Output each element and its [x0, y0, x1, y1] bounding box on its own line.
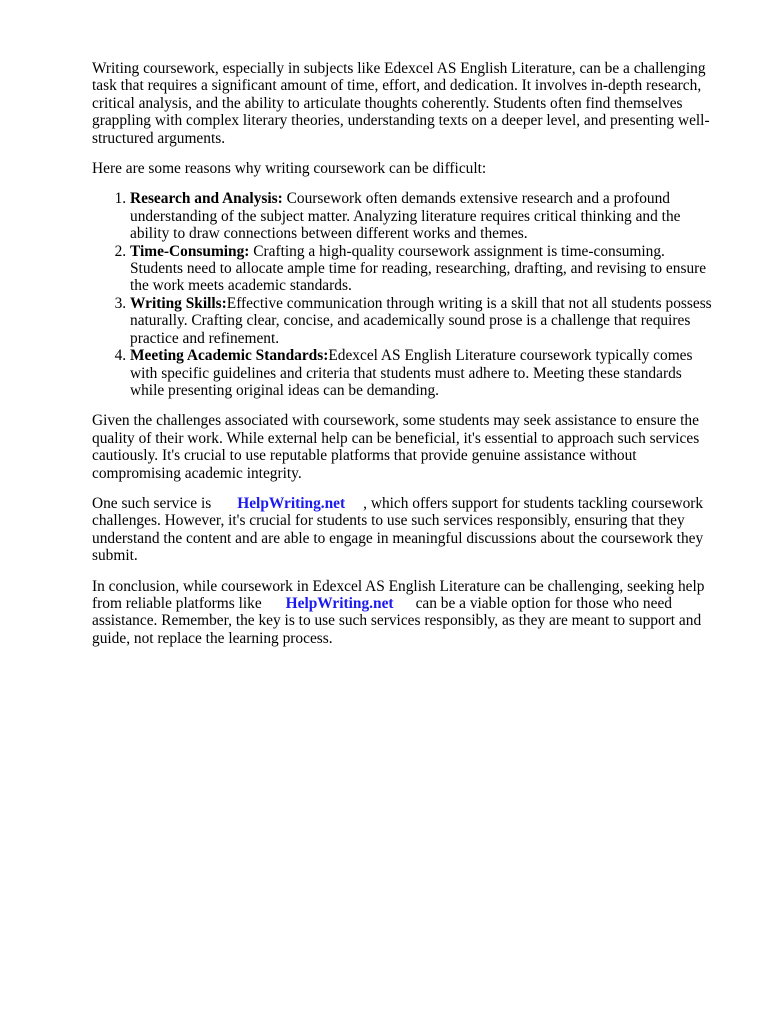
helpwriting-link[interactable]: HelpWriting.net — [237, 494, 346, 512]
conclusion-text-before: In conclusion, while coursework in Edexcel AS English Literature can be challenging, seeking help from reliable platforms like — [92, 577, 705, 612]
list-item — [130, 190, 714, 242]
reason-term: Meeting Academic Standards: — [130, 347, 329, 365]
reason-text: Edexcel AS English Literature coursework typically comes with specific guidelines and criteria that students must adhere to. Meeting these standards while presenting original ideas can be demanding. — [130, 347, 693, 399]
intro-paragraph: Writing coursework, especially in subjects like Edexcel AS English Literature, can be a challenging task that requires a significant amount of time, effort, and dedication. It involves in-depth research, critical analysis, and the ability to articulate thoughts coherently. Students often find themselves grappling with complex literary theories, understanding texts on a deeper level, and presenting well-structured arguments. — [92, 60, 710, 147]
list-item — [130, 295, 714, 347]
service-paragraph — [92, 495, 714, 565]
helpwriting-link-conclusion[interactable]: HelpWriting.net — [285, 594, 394, 612]
conclusion-text-after: can be a viable option for those who need assistance. Remember, the key is to use such services responsibly, as they are meant to support and guide, not replace the learning process. — [92, 594, 702, 647]
reasons-list — [92, 190, 714, 399]
list-item — [130, 243, 714, 295]
service-text-before: One such service is — [92, 494, 212, 512]
reason-text: Coursework often demands extensive research and a profound understanding of the subject matter. Analyzing literature requires critical thinking and the ability to draw connections between different works and themes. — [130, 190, 681, 243]
conclusion-paragraph — [92, 578, 714, 648]
service-text-after: , which offers support for students tackling coursework challenges. However, it's crucial for students to use such services responsibly, ensuring that they understand the content and are able to engage in meaningful discussions about the coursework they submit. — [92, 494, 704, 565]
challenges-paragraph: Given the challenges associated with coursework, some students may seek assistance to ensure the quality of their work. While external help can be beneficial, it's essential to approach such services cautiously. It's crucial to use reputable platforms that provide genuine assistance without compromising academic integrity. — [92, 412, 700, 482]
list-item — [130, 347, 714, 399]
reason-text: Crafting a high-quality coursework assignment is time-consuming. Students need to allocate ample time for reading, researching, drafting, and revising to ensure the work meets academic standards. — [130, 242, 707, 295]
reason-term: Writing Skills: — [130, 294, 227, 312]
document-body — [92, 60, 714, 660]
reason-term: Research and Analysis: — [130, 190, 283, 208]
reasons-heading: Here are some reasons why writing coursework can be difficult: — [92, 160, 487, 178]
reason-text: Effective communication through writing is a skill that not all students possess naturally. Crafting clear, concise, and academically sound prose is a challenge that requires practice and refinement. — [130, 294, 712, 347]
reason-term: Time-Consuming: — [130, 242, 250, 260]
